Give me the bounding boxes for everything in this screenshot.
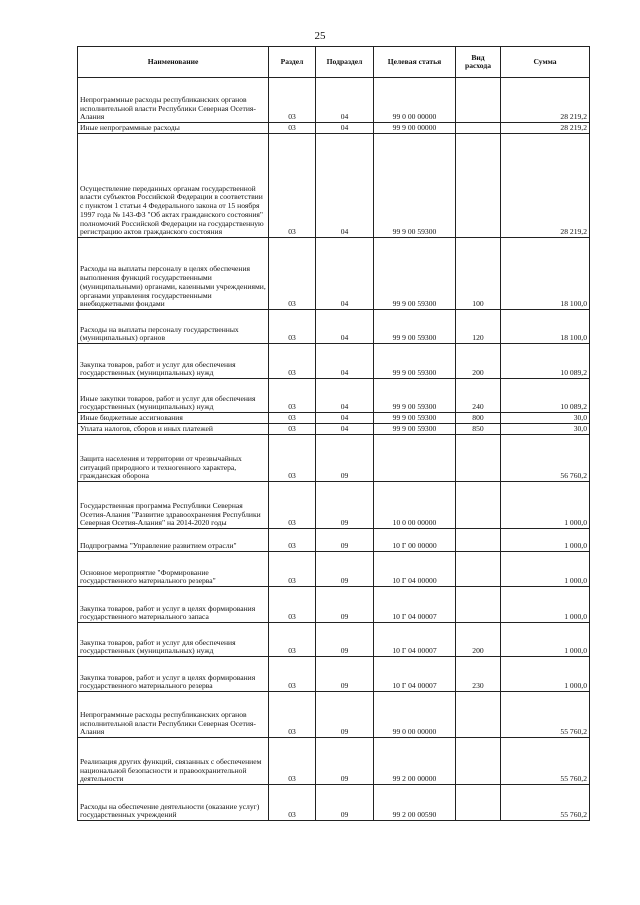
- cell-type: 200: [456, 344, 501, 379]
- table-row: [78, 238, 590, 310]
- table-row: [78, 424, 590, 435]
- cell-subsection: 04: [316, 413, 374, 424]
- table-row: [78, 344, 590, 379]
- cell-target: 99 9 00 00000: [374, 123, 456, 134]
- cell-type: [456, 482, 501, 529]
- cell-name: Непрограммные расходы республиканских органов исполнительной власти Республики Северная Осетия-Алания: [78, 692, 269, 738]
- table-row: [78, 482, 590, 529]
- cell-type: 240: [456, 379, 501, 413]
- cell-section: 03: [269, 413, 316, 424]
- cell-sum: 28 219,2: [501, 134, 590, 238]
- cell-sum: 55 760,2: [501, 785, 590, 821]
- cell-target: 10 Г 04 00007: [374, 657, 456, 692]
- cell-subsection: 04: [316, 123, 374, 134]
- cell-type: [456, 692, 501, 738]
- cell-type: [456, 134, 501, 238]
- cell-section: 03: [269, 344, 316, 379]
- cell-target: 10 Г 04 00007: [374, 623, 456, 657]
- cell-section: 03: [269, 238, 316, 310]
- cell-subsection: 04: [316, 424, 374, 435]
- cell-target: 10 Г 00 00000: [374, 529, 456, 552]
- cell-subsection: 09: [316, 529, 374, 552]
- cell-sum: 1 000,0: [501, 587, 590, 623]
- cell-section: 03: [269, 482, 316, 529]
- cell-section: 03: [269, 379, 316, 413]
- cell-sum: 30,0: [501, 424, 590, 435]
- cell-subsection: 09: [316, 623, 374, 657]
- cell-name: Основное мероприятие "Формирование государственного материального резерва": [78, 552, 269, 587]
- cell-name: Уплата налогов, сборов и иных платежей: [78, 424, 269, 435]
- cell-sum: 1 000,0: [501, 623, 590, 657]
- cell-type: [456, 529, 501, 552]
- cell-sum: 10 089,2: [501, 344, 590, 379]
- cell-name: Государственная программа Республики Северная Осетия-Алания "Развитие здравоохранения Республики Северная Осетия-Алания" на 2014-2020 годы: [78, 482, 269, 529]
- cell-target: 10 Г 04 00000: [374, 552, 456, 587]
- cell-name: Закупка товаров, работ и услуг в целях формирования государственного материального запаса: [78, 587, 269, 623]
- cell-section: 03: [269, 587, 316, 623]
- cell-name: Закупка товаров, работ и услуг в целях формирования государственного материального резерва: [78, 657, 269, 692]
- cell-section: 03: [269, 692, 316, 738]
- table-row: [78, 657, 590, 692]
- cell-section: 03: [269, 552, 316, 587]
- cell-type: 200: [456, 623, 501, 657]
- table-row: [78, 529, 590, 552]
- cell-name: Иные непрограммные расходы: [78, 123, 269, 134]
- cell-section: 03: [269, 310, 316, 344]
- table-row: [78, 310, 590, 344]
- cell-type: [456, 435, 501, 482]
- cell-target: 99 2 00 00590: [374, 785, 456, 821]
- cell-type: [456, 785, 501, 821]
- cell-sum: 55 760,2: [501, 692, 590, 738]
- cell-type: 230: [456, 657, 501, 692]
- cell-target: 99 2 00 00000: [374, 738, 456, 785]
- cell-section: 03: [269, 657, 316, 692]
- cell-name: Осуществление переданных органам государственной власти субъектов Российской Федерации в соответствии с пунктом 1 статьи 4 Федерального закона от 15 ноября 1997 года № 143-ФЗ "Об актах гражданского состояния" полномочий Российской Федерации на государственную регистрацию актов гражданского состояния: [78, 134, 269, 238]
- cell-target: 99 9 00 59300: [374, 413, 456, 424]
- cell-sum: 1 000,0: [501, 529, 590, 552]
- cell-sum: 1 000,0: [501, 552, 590, 587]
- cell-name: Закупка товаров, работ и услуг для обеспечения государственных (муниципальных) нужд: [78, 344, 269, 379]
- cell-subsection: 09: [316, 657, 374, 692]
- cell-section: 03: [269, 78, 316, 123]
- table-row: [78, 623, 590, 657]
- cell-target: 99 9 00 59300: [374, 379, 456, 413]
- cell-name: Закупка товаров, работ и услуг для обеспечения государственных (муниципальных) нужд: [78, 623, 269, 657]
- cell-sum: 56 760,2: [501, 435, 590, 482]
- cell-target: 99 9 00 59300: [374, 134, 456, 238]
- cell-name: Непрограммные расходы республиканских органов исполнительной власти Республики Северная Осетия-Алания: [78, 78, 269, 123]
- header-section: Раздел: [269, 47, 316, 78]
- table-row: [78, 123, 590, 134]
- cell-subsection: 04: [316, 344, 374, 379]
- cell-section: 03: [269, 424, 316, 435]
- table-row: [78, 692, 590, 738]
- header-target: Целевая статья: [374, 47, 456, 78]
- table-row: [78, 134, 590, 238]
- cell-sum: 55 760,2: [501, 738, 590, 785]
- cell-section: 03: [269, 785, 316, 821]
- cell-sum: 28 219,2: [501, 123, 590, 134]
- cell-type: [456, 552, 501, 587]
- cell-target: 99 0 00 00000: [374, 78, 456, 123]
- cell-name: Подпрограмма "Управление развитием отрасли": [78, 529, 269, 552]
- cell-sum: 1 000,0: [501, 657, 590, 692]
- cell-name: Иные бюджетные ассигнования: [78, 413, 269, 424]
- cell-section: 03: [269, 738, 316, 785]
- cell-section: 03: [269, 529, 316, 552]
- cell-subsection: 09: [316, 738, 374, 785]
- cell-section: 03: [269, 623, 316, 657]
- cell-subsection: 04: [316, 134, 374, 238]
- cell-subsection: 04: [316, 379, 374, 413]
- cell-type: 850: [456, 424, 501, 435]
- cell-section: 03: [269, 435, 316, 482]
- header-sum: Сумма: [501, 47, 590, 78]
- cell-target: 99 9 00 59300: [374, 424, 456, 435]
- cell-type: 100: [456, 238, 501, 310]
- table-row: [78, 738, 590, 785]
- table-header-row: [78, 47, 590, 78]
- cell-name: Расходы на выплаты персоналу государственных (муниципальных) органов: [78, 310, 269, 344]
- cell-target: [374, 435, 456, 482]
- cell-subsection: 09: [316, 785, 374, 821]
- cell-type: [456, 123, 501, 134]
- cell-sum: 18 100,0: [501, 238, 590, 310]
- cell-sum: 1 000,0: [501, 482, 590, 529]
- page-number: 25: [314, 30, 326, 42]
- table-row: [78, 413, 590, 424]
- cell-type: 120: [456, 310, 501, 344]
- cell-name: Реализация других функций, связанных с обеспечением национальной безопасности и правоохранительной деятельности: [78, 738, 269, 785]
- table-row: [78, 78, 590, 123]
- cell-subsection: 09: [316, 692, 374, 738]
- header-type: Вид расхода: [456, 47, 501, 78]
- header-subsection: Подраздел: [316, 47, 374, 78]
- cell-sum: 18 100,0: [501, 310, 590, 344]
- cell-section: 03: [269, 134, 316, 238]
- cell-type: [456, 78, 501, 123]
- cell-subsection: 04: [316, 78, 374, 123]
- cell-section: 03: [269, 123, 316, 134]
- cell-subsection: 09: [316, 552, 374, 587]
- cell-sum: 28 219,2: [501, 78, 590, 123]
- cell-target: 99 0 00 00000: [374, 692, 456, 738]
- cell-type: [456, 738, 501, 785]
- cell-target: 10 0 00 00000: [374, 482, 456, 529]
- cell-target: 99 9 00 59300: [374, 238, 456, 310]
- table-row: [78, 587, 590, 623]
- cell-name: Иные закупки товаров, работ и услуг для обеспечения государственных (муниципальных) нужд: [78, 379, 269, 413]
- cell-name: Защита населения и территории от чрезвычайных ситуаций природного и техногенного характера, гражданская оборона: [78, 435, 269, 482]
- cell-target: 99 9 00 59300: [374, 344, 456, 379]
- cell-sum: 10 089,2: [501, 379, 590, 413]
- cell-type: 800: [456, 413, 501, 424]
- cell-subsection: 09: [316, 435, 374, 482]
- cell-subsection: 09: [316, 482, 374, 529]
- budget-table: [77, 46, 590, 821]
- cell-name: Расходы на выплаты персоналу в целях обеспечения выполнения функций государственными (муниципальными) органами, казенными учреждениями, органами управления государственными внебюджетными фондами: [78, 238, 269, 310]
- cell-subsection: 04: [316, 238, 374, 310]
- table-row: [78, 785, 590, 821]
- cell-subsection: 04: [316, 310, 374, 344]
- table-row: [78, 552, 590, 587]
- cell-sum: 30,0: [501, 413, 590, 424]
- cell-type: [456, 587, 501, 623]
- table-row: [78, 435, 590, 482]
- header-name: Наименование: [78, 47, 269, 78]
- table-row: [78, 379, 590, 413]
- cell-name: Расходы на обеспечение деятельности (оказание услуг) государственных учреждений: [78, 785, 269, 821]
- cell-target: 10 Г 04 00007: [374, 587, 456, 623]
- cell-target: 99 9 00 59300: [374, 310, 456, 344]
- cell-subsection: 09: [316, 587, 374, 623]
